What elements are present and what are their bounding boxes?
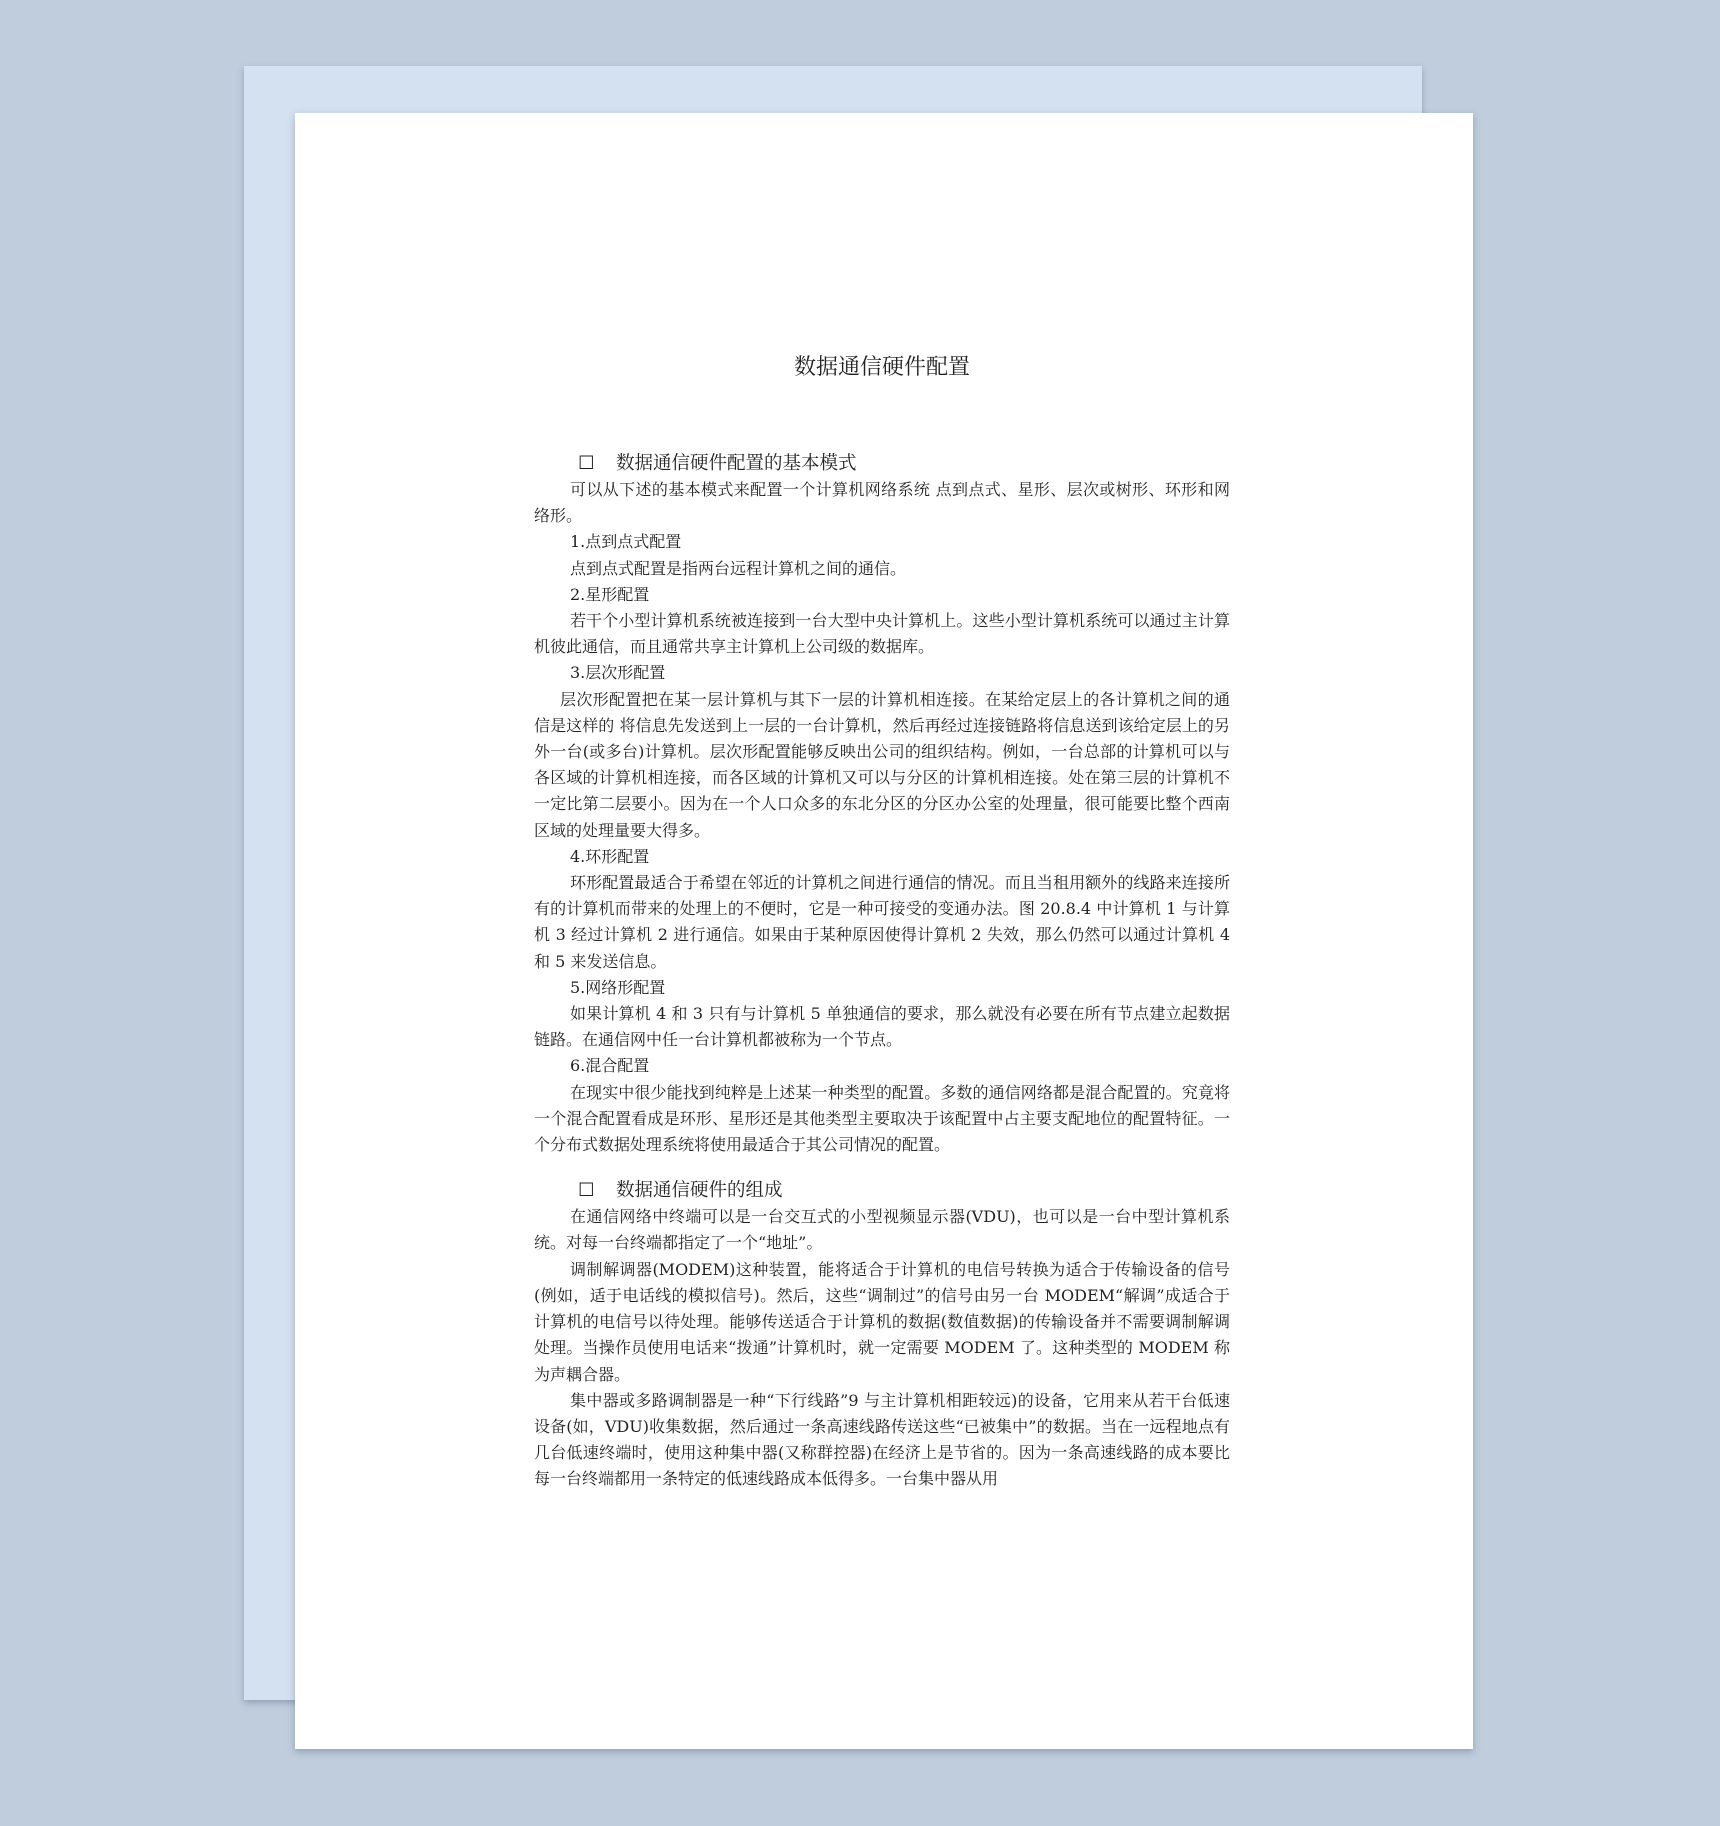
subheading-ring: 4.环形配置 <box>570 846 650 866</box>
paragraph-terminal: 在通信网络中终端可以是一台交互式的小型视频显示器(VDU)，也可以是一台中型计算机系统。对每一台终端都指定了一个“地址”。 <box>534 1207 1230 1253</box>
section-heading-text: 数据通信硬件的组成 <box>616 1180 783 1202</box>
paragraph-concentrator: 集中器或多路调制器是一种“下行线路”9 与主计算机相距较远)的设备，它用来从若干台低速设备(如，VDU)收集数据，然后通过一条高速线路传送这些“已被集中”的数据。当在一远程地点有几台低速终端时，使用这种集中器(又称群控器)在经济上是节省的。因为一条高速线路的成本要比每一台终端都用一条特定的低速线路成本低得多。一台集中器从用 <box>534 1390 1230 1489</box>
checkbox-icon: ☐ <box>578 1180 595 1202</box>
checkbox-icon: ☐ <box>578 453 595 474</box>
subheading-point-to-point: 1.点到点式配置 <box>570 532 682 552</box>
subheading-hierarchical: 3.层次形配置 <box>570 663 666 683</box>
paragraph-point-to-point: 点到点式配置是指两台远程计算机之间的通信。 <box>570 558 907 578</box>
paragraph-intro: 可以从下述的基本模式来配置一个计算机网络系统 点到点式、星形、层次或树形、环形和网络形。 <box>534 480 1230 526</box>
section-heading-basic-modes <box>534 450 1230 477</box>
subheading-hybrid: 6.混合配置 <box>570 1056 650 1076</box>
subheading-star: 2.星形配置 <box>570 584 650 604</box>
paragraph-ring: 环形配置最适合于希望在邻近的计算机之间进行通信的情况。而且当租用额外的线路来连接所有的计算机而带来的处理上的不便时，它是一种可接受的变通办法。图 20.8.4 中计算机 1 与计算机 3 经过计算机 2 进行通信。如果由于某种原因使得计算机 2 失效，那么仍然可以通过计算机 4 和 5 来发送信息。 <box>534 873 1230 971</box>
document-body <box>534 450 1230 1493</box>
section-gap <box>534 1158 1230 1177</box>
paragraph-mesh: 如果计算机 4 和 3 只有与计算机 5 单独通信的要求，那么就没有必要在所有节点建立起数据链路。在通信网中任一台计算机都被称为一个节点。 <box>534 1004 1230 1050</box>
document-title: 数据通信硬件配置 <box>793 355 970 380</box>
section-heading-components <box>534 1177 1230 1204</box>
paragraph-star: 若干个小型计算机系统被连接到一台大型中央计算机上。这些小型计算机系统可以通过主计算机彼此通信，而且通常共享主计算机上公司级的数据库。 <box>534 611 1230 657</box>
paragraph-hierarchical: 层次形配置把在某一层计算机与其下一层的计算机相连接。在某给定层上的各计算机之间的通信是这样的 将信息先发送到上一层的一台计算机，然后再经过连接链路将信息送到该给定层上的另外一台(或多台)计算机。层次形配置能够反映出公司的组织结构。例如，一台总部的计算机可以与各区域的计算机相连接，而各区域的计算机又可以与分区的计算机相连接。处在第三层的计算机不一定比第二层要小。因为在一个人口众多的东北分区的分区办公室的处理量，很可能要比整个西南区域的处理量要大得多。 <box>534 689 1230 840</box>
paragraph-hybrid: 在现实中很少能找到纯粹是上述某一种类型的配置。多数的通信网络都是混合配置的。究竟将一个混合配置看成是环形、星形还是其他类型主要取决于该配置中占主要支配地位的配置特征。一个分布式数据处理系统将使用最适合于其公司情况的配置。 <box>534 1082 1230 1155</box>
document-page <box>295 113 1473 1749</box>
section-heading-text: 数据通信硬件配置的基本模式 <box>616 453 857 474</box>
paragraph-modem: 调制解调器(MODEM)这种装置，能将适合于计算机的电信号转换为适合于传输设备的信号(例如，适于电话线的模拟信号)。然后，这些“调制过”的信号由另一台 MODEM“解调”成适合于计算机的电信号以待处理。能够传送适合于计算机的数据(数值数据)的传输设备并不需要调制解调处理。当操作员使用电话来“拨通”计算机时，就一定需要 MODEM 了。这种类型的 MODEM 称为声耦合器。 <box>534 1259 1230 1384</box>
subheading-mesh: 5.网络形配置 <box>570 977 666 997</box>
